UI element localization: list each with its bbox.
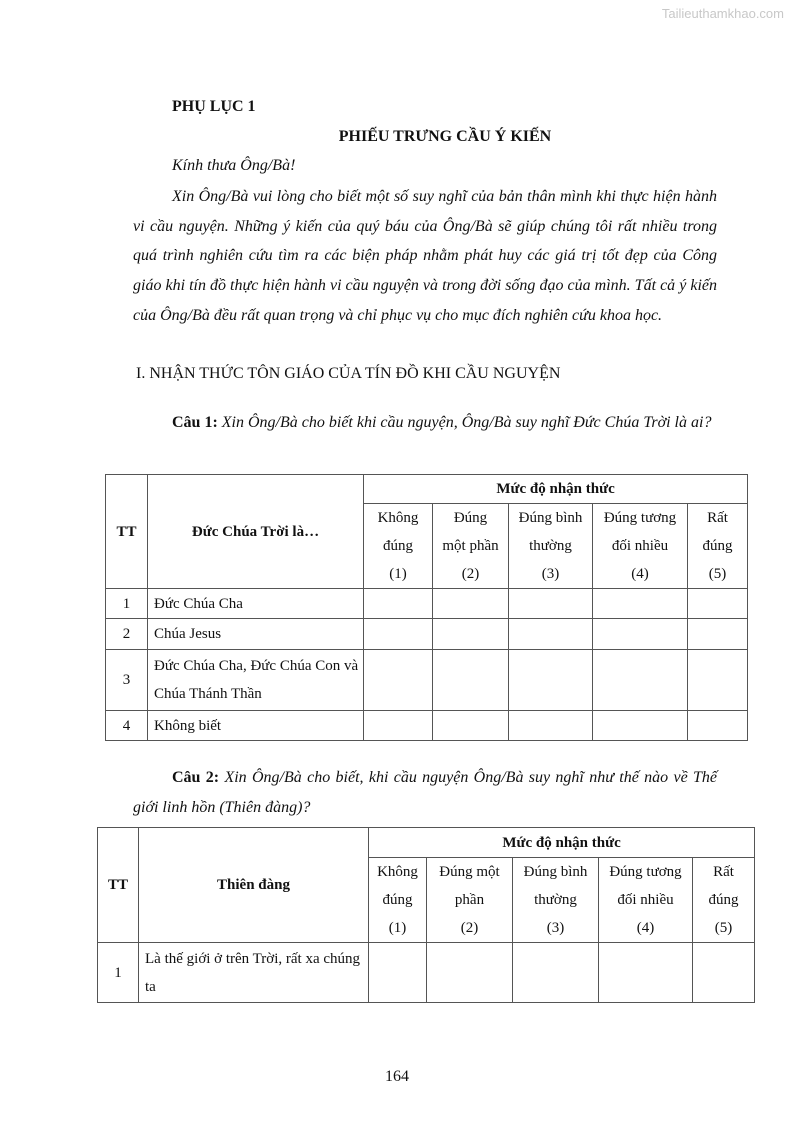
answer-cell[interactable]	[509, 650, 593, 711]
appendix-label: PHỤ LỤC 1	[172, 98, 256, 115]
answer-cell[interactable]	[688, 650, 748, 711]
level-header-line: (5)	[714, 920, 733, 936]
level-group-header: Mức độ nhận thức	[364, 475, 748, 504]
level-header-line: (3)	[541, 566, 560, 582]
table-row	[106, 619, 748, 650]
level-header-line: thường	[534, 892, 577, 908]
level-header-line: đối nhiều	[617, 892, 674, 908]
question-label: Câu 2:	[172, 769, 220, 786]
row-number: 1	[106, 589, 148, 619]
row-number: 1	[98, 943, 139, 1003]
level-header-line: thường	[529, 538, 572, 554]
section-heading: I. NHẬN THỨC TÔN GIÁO CỦA TÍN ĐỒ KHI CẦU NGUYỆN	[136, 365, 561, 382]
watermark: Tailieuthamkhao.com	[661, 6, 784, 21]
item-header: Đức Chúa Trời là…	[148, 475, 364, 589]
level-header-line: một phần	[442, 538, 499, 554]
level-header-line: Đúng một	[439, 864, 500, 880]
level-header-line: Đúng bình	[523, 864, 588, 880]
answer-cell[interactable]	[599, 943, 693, 1003]
answer-cell[interactable]	[364, 711, 433, 741]
answer-cell[interactable]	[509, 711, 593, 741]
question-text: Xin Ông/Bà cho biết khi cầu nguyện, Ông/Bà suy nghĩ Đức Chúa Trời là ai?	[217, 414, 712, 431]
level-header	[593, 504, 688, 589]
row-text: Đức Chúa Cha, Đức Chúa Con và Chúa Thánh Thần	[148, 650, 364, 711]
question-text: Xin Ông/Bà cho biết, khi cầu nguyện Ông/Bà suy nghĩ như thế nào về Thế giới linh hồn (Thiên đàng)?	[133, 769, 717, 816]
answer-cell[interactable]	[364, 619, 433, 650]
answer-cell[interactable]	[688, 589, 748, 619]
level-header-line: (3)	[546, 920, 565, 936]
level-header	[369, 858, 427, 943]
answer-cell[interactable]	[593, 619, 688, 650]
level-header-line: đúng	[382, 892, 413, 908]
answer-cell[interactable]	[433, 619, 509, 650]
answer-cell[interactable]	[433, 711, 509, 741]
question-1	[133, 408, 717, 438]
answer-cell[interactable]	[593, 589, 688, 619]
level-header-line: (2)	[460, 920, 479, 936]
answer-cell[interactable]	[593, 650, 688, 711]
table-row	[106, 589, 748, 619]
row-text: Không biết	[148, 711, 364, 741]
level-header-line: phần	[454, 892, 485, 908]
answer-cell[interactable]	[693, 943, 755, 1003]
level-header-line: (1)	[388, 920, 407, 936]
answer-cell[interactable]	[364, 589, 433, 619]
page-title: PHIẾU TRƯNG CẦU Ý KIẾN	[338, 128, 552, 145]
level-header-line: Rất	[707, 510, 728, 526]
answer-cell[interactable]	[427, 943, 513, 1003]
answer-cell[interactable]	[433, 650, 509, 711]
level-header	[693, 858, 755, 943]
question-2	[133, 763, 717, 822]
level-header	[433, 504, 509, 589]
item-header: Thiên đàng	[139, 828, 369, 943]
table-row	[106, 650, 748, 711]
level-header-line: Đúng	[453, 510, 488, 526]
level-header-line: Không	[377, 510, 419, 526]
level-header-line: (1)	[389, 566, 407, 582]
question-2-table	[97, 827, 755, 1003]
level-header-line: Không	[377, 864, 418, 880]
level-header	[688, 504, 748, 589]
row-text: Đức Chúa Cha	[148, 589, 364, 619]
answer-cell[interactable]	[688, 711, 748, 741]
level-header-line: (5)	[708, 566, 727, 582]
level-header	[509, 504, 593, 589]
answer-cell[interactable]	[509, 589, 593, 619]
level-header	[599, 858, 693, 943]
level-header-line: (4)	[636, 920, 655, 936]
level-header-line: Đúng bình	[518, 510, 583, 526]
question-label: Câu 1:	[172, 414, 218, 431]
level-group-header: Mức độ nhận thức	[369, 828, 755, 858]
level-header-line: Đúng tương	[603, 510, 677, 526]
level-header-line: (2)	[461, 566, 480, 582]
answer-cell[interactable]	[364, 650, 433, 711]
answer-cell[interactable]	[688, 619, 748, 650]
row-text: Chúa Jesus	[148, 619, 364, 650]
level-header	[364, 504, 433, 589]
table-row	[106, 711, 748, 741]
question-1-table	[105, 474, 748, 741]
level-header-line: Rất	[713, 864, 734, 880]
level-header	[513, 858, 599, 943]
greeting: Kính thưa Ông/Bà!	[172, 157, 296, 174]
level-header	[427, 858, 513, 943]
intro-paragraph: Xin Ông/Bà vui lòng cho biết một số suy nghĩ của bản thân mình khi thực hiện hành vi cầu nguyện. Những ý kiến của quý báu của Ông/Bà sẽ giúp chúng tôi rất nhiều trong quá trình nghiên cứu tìm ra các biện pháp nhằm phát huy các giá trị tốt đẹp của Công giáo khi tín đồ thực hiện hành vi cầu nguyện và trong đời sống đạo của mình. Tất cả ý kiến của Ông/Bà đều rất quan trọng và chỉ phục vụ cho mục đích nghiên cứu khoa học.	[133, 188, 717, 324]
tt-header: TT	[106, 475, 148, 589]
answer-cell[interactable]	[513, 943, 599, 1003]
answer-cell[interactable]	[509, 619, 593, 650]
answer-cell[interactable]	[433, 589, 509, 619]
row-number: 3	[106, 650, 148, 711]
level-header-line: (4)	[631, 566, 649, 582]
level-header-line: đúng	[383, 538, 413, 554]
row-number: 2	[106, 619, 148, 650]
answer-cell[interactable]	[369, 943, 427, 1003]
row-text: Là thế giới ở trên Trời, rất xa chúng ta	[139, 943, 369, 1003]
tt-header: TT	[98, 828, 139, 943]
page-number: 164	[385, 1068, 409, 1085]
level-header-line: đúng	[708, 892, 739, 908]
level-header-line: đối nhiều	[611, 538, 669, 554]
answer-cell[interactable]	[593, 711, 688, 741]
level-header-line: đúng	[702, 538, 733, 554]
level-header-line: Đúng tương	[609, 864, 682, 880]
row-number: 4	[106, 711, 148, 741]
table-row	[98, 943, 755, 1003]
